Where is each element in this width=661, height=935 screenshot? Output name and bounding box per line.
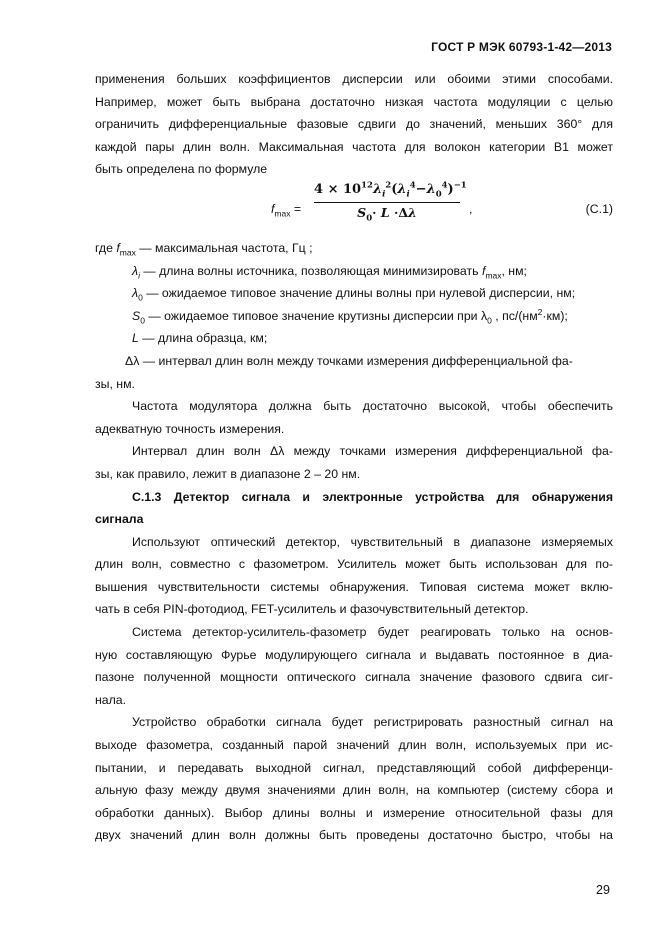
definition-delta-lambda: Δλ — интервал длин волн между точками измерения дифференциальной фа- — [125, 353, 573, 368]
page-number: 29 — [596, 883, 610, 897]
formula-comma: , — [469, 201, 473, 216]
section-heading-cont: сигнала — [95, 512, 144, 527]
formula-numerator: $4 \times 10^{12}\lambda_i^2(\lambda_i^4-\lambda_0^4)^{-1}$ — [314, 181, 460, 203]
formula-lhs: $f_{max}$ = — [271, 201, 302, 219]
text-line: пазоне полученной мощности оптического сигнала значение фазового сдвига сиг- — [95, 670, 613, 685]
formula-fraction — [314, 180, 467, 224]
text-line: применения больших коэффициентов дисперсии или обоими этими способами. — [95, 72, 613, 86]
document-code-header: ГОСТ Р МЭК 60793-1-42—2013 — [431, 40, 612, 54]
text-line: зы, как правило, лежит в диапазоне 2 – 20 нм. — [95, 466, 361, 481]
definition-fmax: где $f_{max}$ — максимальная частота, Гц ; — [95, 240, 313, 258]
text-line: пытании, и передавать выходной сигнал, представляющий собой дифференци- — [95, 760, 613, 775]
text-line: Устройство обработки сигнала будет регистрировать разностный сигнал на — [132, 715, 613, 730]
page-body — [95, 68, 613, 847]
definition-s0: $S_0$ — ожидаемое типовое значение крутизны дисперсии при $\lambda_0$ , $пс/(нм^2\cdot км)$; — [132, 306, 568, 326]
formula-c1 — [95, 181, 613, 237]
text-line: Частота модулятора должна быть достаточно высокой, чтобы обеспечить — [132, 399, 613, 414]
formula-denominator: $S_0\cdot L \cdot\Delta\lambda$ — [357, 204, 417, 224]
definition-lambda-0: $\lambda_0$ — ожидаемое типовое значение длины волны при нулевой дисперсии, нм; — [132, 286, 576, 303]
formula-number: (С.1) — [585, 201, 613, 216]
section-heading: С.1.3 Детектор сигнала и электронные устройства для обнаружения — [132, 489, 613, 504]
text-line: Система детектор-усилитель-фазометр будет реагировать только на основ- — [132, 625, 613, 640]
text-line: ную составляющую Фурье модулирующего сигнала и выдавать постоянное в диа- — [95, 647, 613, 662]
text-line: ограничить дифференциальные фазовые сдвиги до значений, меньших 360° для — [95, 117, 613, 132]
text-line: чать в себя PIN-фотодиод, FET-усилитель и фазочувствительный детектор. — [95, 602, 529, 617]
text-line: выходе фазометра, созданный парой значений длин волн, используемых при ис- — [95, 738, 613, 753]
text-line: вышения чувствительности системы обнаружения. Типовая система может вклю- — [95, 579, 613, 594]
text-line: зы, нм. — [95, 376, 135, 391]
text-line: каждой пары длин волн. Максимальная частота для волокон категории В1 может — [95, 139, 613, 154]
text-line: нала. — [95, 692, 127, 707]
text-line: Интервал длин волн Δλ между точками измерения дифференциальной фа- — [132, 444, 613, 459]
definition-lambda-i: $\lambda_i$ — длина волны источника, позволяющая минимизировать $f_{max}$, нм; — [132, 263, 527, 281]
text-line: двух значений длин волн должны быть проведены достаточно быстро, чтобы на — [95, 828, 613, 843]
text-line: быть определена по формуле — [95, 162, 268, 177]
text-line: длин волн, совместно с фазометром. Усилитель может быть использован для по- — [95, 557, 613, 572]
text-line: обработки данных). Выбор длины волны и измерение относительной фазы для — [95, 805, 613, 820]
text-line: Например, может быть выбрана достаточно низкая частота модуляции с целью — [95, 94, 613, 109]
text-line: Используют оптический детектор, чувствительный в диапазоне измеряемых — [132, 534, 613, 549]
text-line: альную фазу между двумя значениями длин волн, на компьютер (систему сбора и — [95, 783, 613, 798]
text-line: адекватную точность измерения. — [95, 421, 285, 436]
definition-l: L — длина образца, км; — [132, 331, 268, 346]
